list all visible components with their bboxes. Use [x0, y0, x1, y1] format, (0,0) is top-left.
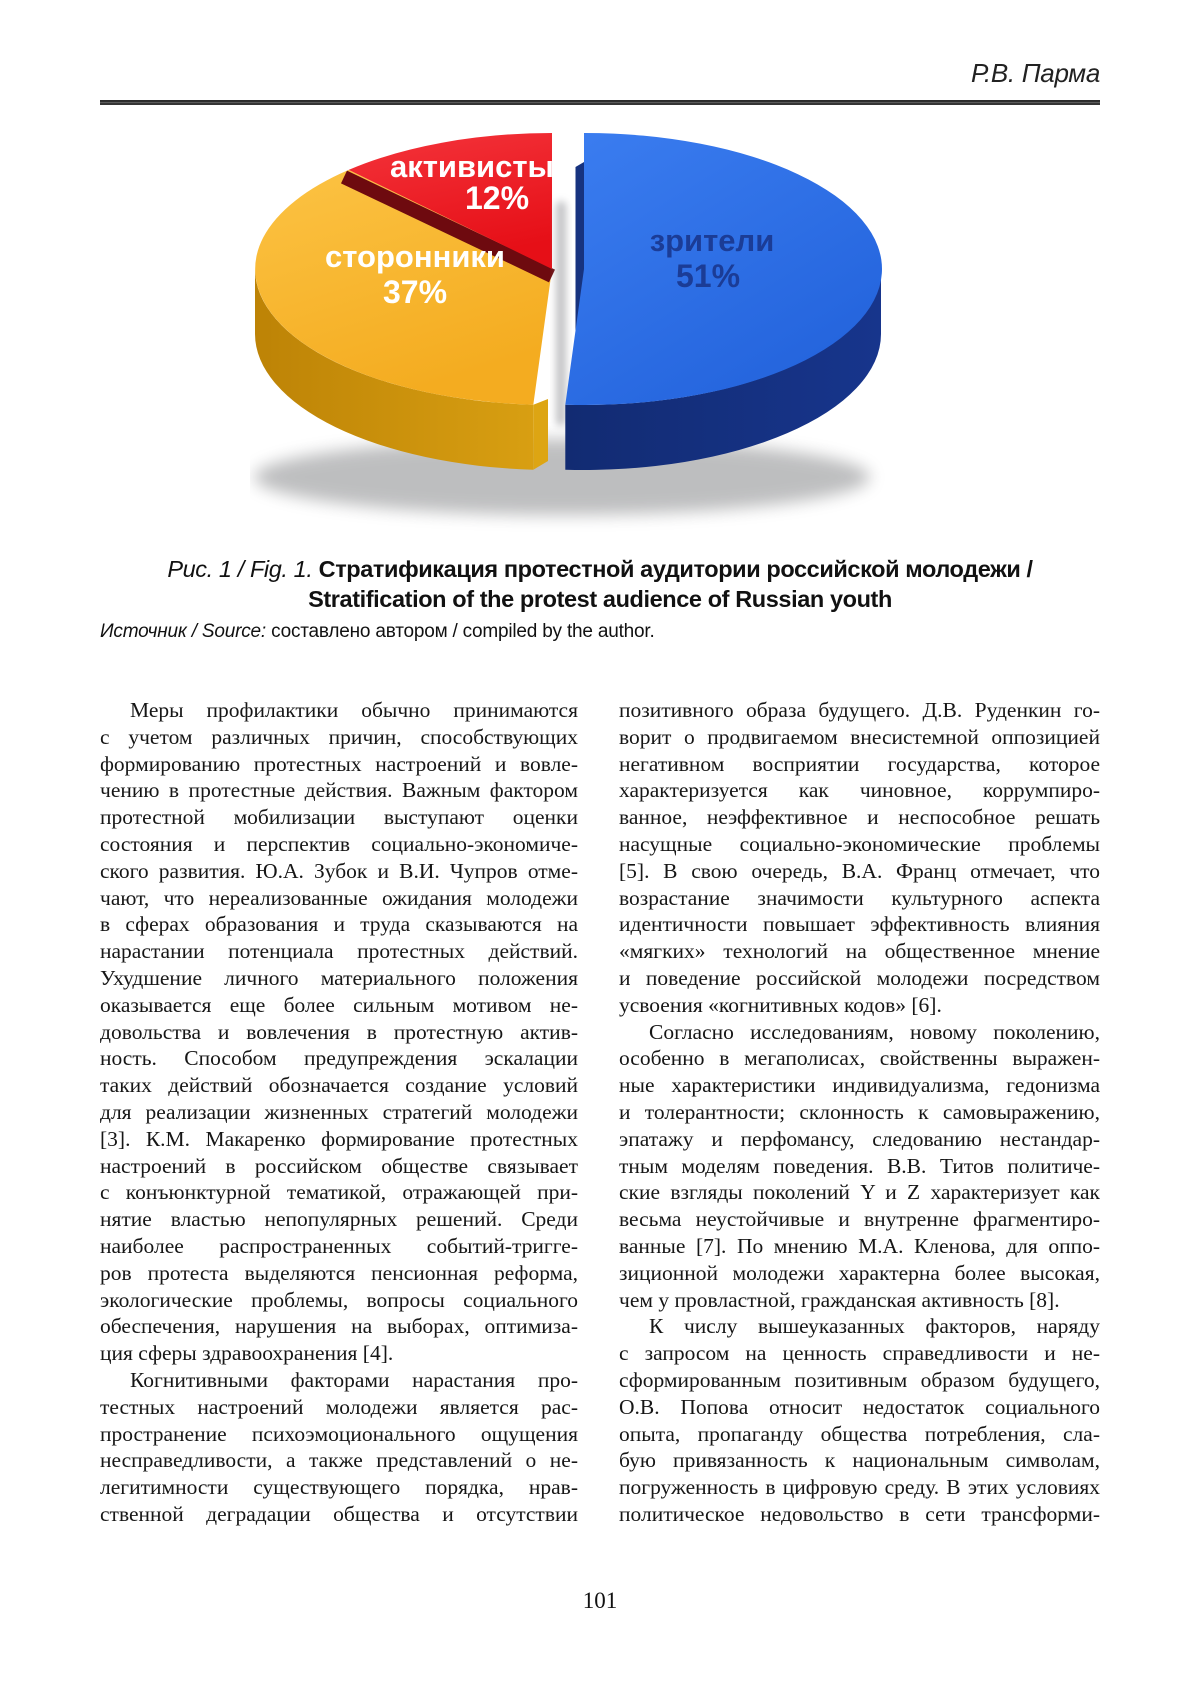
text-line: с учетом различных причин, способствующих [100, 724, 578, 749]
pie-label-viewers: зрители [649, 223, 775, 258]
text-line: для реализации жизненных стратегий молодежи [100, 1099, 578, 1124]
text-line: Ухудшение личного материального положения [100, 965, 578, 990]
text-line: возрастание значимости культурного аспекта [619, 885, 1100, 910]
text-line: обеспечения, нарушения на выборах, оптимиза- [100, 1314, 578, 1339]
text-line: тным моделям поведения. В.В. Титов политиче- [619, 1153, 1100, 1178]
text-line: чем у провластной, гражданская активность [8]. [619, 1287, 1060, 1312]
text-line: позитивного образа будущего. Д.В. Руденкин го- [619, 698, 1100, 722]
text-line: ция сферы здравоохранения [4]. [100, 1341, 394, 1366]
text-line: наиболее распространенных событий-тригге- [100, 1233, 578, 1258]
text-line: эпатажу и перфомансу, следованию нестандар- [619, 1126, 1100, 1151]
text-line: и толерантности; склонность к самовыражению, [619, 1099, 1100, 1124]
text-line: ственной деградации общества и отсутствии [100, 1501, 578, 1526]
source-text: составлено автором / compiled by the author. [271, 621, 655, 642]
text-line: ворит о продвигаемом внесистемной оппозицией [619, 724, 1100, 749]
text-line: [3]. К.М. Макаренко формирование протестных [100, 1126, 578, 1151]
text-line: состояния и перспектив социально-экономиче- [100, 831, 578, 856]
text-line: нарастании потенциала протестных действий. [100, 939, 578, 964]
text-line: характеризуется как чиновное, коррумпиро- [619, 778, 1100, 803]
text-line: весьма неустойчивые и внутренне фрагментиро- [619, 1207, 1100, 1232]
pie-group-blue [565, 133, 882, 470]
text-line: Согласно исследованиям, новому поколению, [649, 1019, 1100, 1044]
pie-cutface-supporters [533, 399, 548, 470]
text-line: усвоения «когнитивных кодов» [6]. [619, 992, 942, 1017]
source-label: Источник / Source: [100, 621, 266, 642]
text-line: ванное, неэффективное и неспособное решать [619, 805, 1100, 830]
text-line: идентичности повышает эффективность влияния [619, 912, 1100, 937]
text-line: ского развития. Ю.А. Зубок и В.И. Чупров отме- [100, 858, 578, 883]
text-line: О.В. Попова относит недостаток социального [619, 1394, 1100, 1419]
column-left [100, 697, 578, 1537]
text-line: оказывается еще более сильным мотивом не- [100, 992, 578, 1017]
column-right [619, 697, 1100, 1537]
text-line: ность. Способом предупреждения эскалации [100, 1046, 578, 1071]
text-line: погруженность в цифровую среду. В этих условиях [619, 1475, 1100, 1500]
text-line: формированию протестных настроений и вовле- [100, 751, 578, 776]
text-line: Когнитивными факторами нарастания про- [130, 1367, 578, 1392]
text-line: нятие властью непопулярных решений. Среди [100, 1207, 578, 1232]
text-line: в сферах образования и труда сказываются на [100, 912, 578, 937]
page-number: 101 [582, 1588, 618, 1613]
text-line: особенно в мегаполисах, свойственны выражен- [619, 1046, 1100, 1071]
pie-value-activists: 12% [464, 180, 530, 216]
text-line: пространение психоэмоционального ощущения [100, 1421, 578, 1446]
text-line: негативном восприятии государства, которое [619, 751, 1100, 776]
pie-gap-shadow [556, 201, 566, 426]
text-line: [5]. В свою очередь, В.А. Франц отмечает, что [619, 858, 1100, 883]
pie-shadow [254, 439, 870, 515]
pie-label-activists: активисты [389, 149, 555, 184]
text-line: ванные [7]. По мнению М.А. Кленова, для оппо- [619, 1233, 1100, 1258]
text-line: зиционной молодежи характерна более высокая, [619, 1260, 1100, 1285]
text-line: с запросом на ценность справедливости и не- [619, 1341, 1100, 1366]
caption-title-ru: Стратификация протестной аудитории российской молодежи / [318, 556, 1033, 582]
text-line: и поведение российской молодежи посредством [619, 965, 1100, 990]
source-line [100, 621, 1100, 643]
text-line: насущные социально-экономические проблемы [619, 831, 1100, 856]
text-line: экологические проблемы, вопросы социального [100, 1287, 578, 1312]
text-line: политическое недовольство в сети трансформи- [619, 1501, 1100, 1526]
text-line: протестной мобилизации выступают оценки [100, 805, 578, 830]
text-line: опыта, пропаганду общества потребления, сла- [619, 1421, 1100, 1446]
text-line: довольства и вовлечения в протестную актив- [100, 1019, 578, 1044]
text-line: настроений в российском обществе связывает [100, 1153, 578, 1178]
text-line: легитимности существующего порядка, нрав- [100, 1475, 578, 1500]
text-line: таких действий обозначается создание условий [100, 1073, 578, 1098]
pie-label-supporters: сторонники [325, 239, 505, 274]
caption-line-1 [100, 554, 1100, 584]
pie-value-supporters: 37% [382, 274, 448, 310]
header-author: Р.В. Парма [970, 58, 1100, 88]
text-line: ные характеристики индивидуализма, гедонизма [619, 1073, 1100, 1098]
text-line: с конъюнктурной тематикой, отражающей при- [100, 1180, 578, 1205]
caption-label: Рис. 1 / Fig. 1. [167, 556, 313, 582]
text-line: ские взгляды поколений Y и Z характеризует как [619, 1180, 1100, 1205]
text-line: чению в протестные действия. Важным фактором [100, 778, 578, 803]
text-line: «мягких» технологий на общественное мнение [619, 939, 1100, 964]
figure-caption [100, 554, 1100, 614]
caption-line-2: Stratification of the protest audience of Russian youth [308, 586, 892, 612]
text-line: несправедливости, а также представлений о не- [100, 1448, 578, 1473]
text-line: ров протеста выделяются пенсионная реформа, [100, 1260, 578, 1285]
text-line: сформированным позитивным образом будущего, [619, 1367, 1100, 1392]
pie-value-viewers: 51% [675, 258, 741, 294]
text-line: Меры профилактики обычно принимаются [130, 698, 578, 722]
text-line: чают, что нереализованные ожидания молодежи [100, 885, 578, 910]
figure-pie-chart [250, 105, 890, 535]
pie-chart-svg [250, 105, 890, 535]
text-line: К числу вышеуказанных факторов, наряду [649, 1314, 1100, 1339]
text-line: тестных настроений молодежи является рас- [100, 1394, 578, 1419]
text-line: бую привязанность к национальным символам, [619, 1448, 1100, 1473]
